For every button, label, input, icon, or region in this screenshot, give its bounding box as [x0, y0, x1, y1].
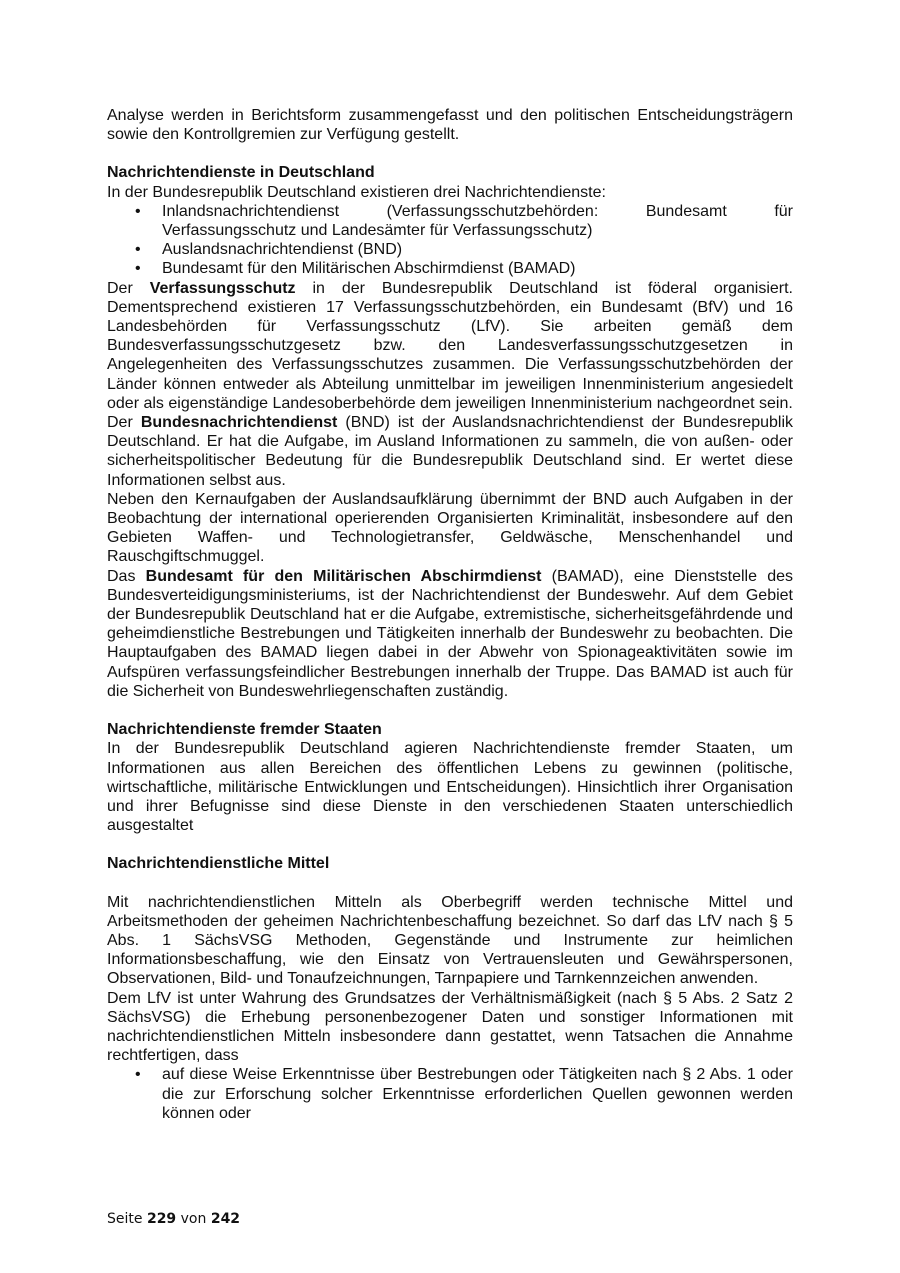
text-run: Das: [107, 567, 146, 585]
section-heading: Nachrichtendienste fremder Staaten: [107, 721, 382, 739]
paragraph-lfv: Dem LfV ist unter Wahrung des Grundsatzes der Verhältnismäßigkeit (nach § 5 Abs. 2 Satz 2 SächsVSG) die Erhebung personenbezogener Daten und sonstiger Informationen mit nachrichtendienstlichen Mitteln insbesondere dann gestattet, wenn Tatsachen die Annahme rechtfertigen, dass: [107, 989, 793, 1065]
paragraph-bnd-tasks: Neben den Kernaufgaben der Auslandsaufklärung übernimmt der BND auch Aufgaben in der Beobachtung der international operierenden Organisierten Kriminalität, insbesondere auf den Gebieten Waffen- und Technologietransfer, Geldwäsche, Menschenhandel und Rauschgiftschmuggel.: [107, 490, 793, 566]
paragraph-foreign-services: In der Bundesrepublik Deutschland agieren Nachrichtendienste fremder Staaten, um Informationen aus allen Bereichen des öffentlichen Lebens zu gewinnen (politische, wirtschaftliche, militärische Entwicklungen und Entscheidungen). Hinsichtlich ihrer Organisation und ihrer Befugnisse sind diese Dienste in den verschiedenen Staaten unterschiedlich ausgestaltet: [107, 740, 793, 835]
bold-term: Bundesnachrichtendienst: [140, 414, 338, 432]
list-item: • auf diese Weise Erkenntnisse über Bestrebungen oder Tätigkeiten nach § 2 Abs. 1 oder die zur Erforschung solcher Erkenntnisse erforderlichen Quellen gewonnen werden können oder: [107, 1065, 793, 1123]
bold-term: Bundesamt für den Militärischen Abschirmdienst: [145, 567, 542, 585]
paragraph-means: Mit nachrichtendienstlichen Mitteln als Oberbegriff werden technische Mittel und Arbeitsmethoden der geheimen Nachrichtenbeschaffung bezeichnet. So darf das LfV nach § 5 Abs. 1 SächsVSG Methoden, Gegenstände und Instrumente zur heimlichen Informationsbeschaffung, wie den Einsatz von Vertrauensleuten und Gewährspersonen, Observationen, Bild- und Tonaufzeichnungen, Tarnpapiere und Tarnkennzeichen anwenden.: [107, 893, 793, 988]
spacer: [107, 835, 793, 854]
list-item: • Inlandsnachrichtendienst (Verfassungsschutzbehörden: Bundesamt für Verfassungsschutz und Landesämter für Verfassungsschutz): [107, 202, 793, 240]
total-page-count: 242: [210, 1211, 241, 1227]
list-item: • Auslandsnachrichtendienst (BND): [107, 240, 793, 259]
paragraph-verfassungsschutz: [107, 279, 793, 413]
text-run: (BAMAD), eine Dienststelle des Bundesverteidigungsministeriums, ist der Nachrichtendienst der Bundeswehr. Auf dem Gebiet der Bundesrepublik Deutschland hat er die Aufgabe, extremistische, sicherheitsgefährdende und geheimdienstliche Bestrebungen und Tätigkeiten innerhalb der Bundeswehr zu beobachten. Die Hauptaufgaben des BAMAD liegen dabei in der Abwehr von Spionageaktivitäten sowie im Aufspüren verfassungsfeindlicher Bestrebungen innerhalb der Truppe. Das BAMAD ist auch für die Sicherheit von Bundeswehrliegenschaften zuständig.: [107, 567, 793, 700]
section-heading: Nachrichtendienstliche Mittel: [107, 855, 330, 873]
page-footer: [107, 1211, 240, 1227]
intro-paragraph: Analyse werden in Berichtsform zusammengefasst und den politischen Entscheidungsträgern sowie den Kontrollgremien zur Verfügung gestellt.: [107, 107, 793, 144]
text-run: Der: [107, 414, 141, 432]
page-content: [107, 106, 793, 1123]
footer-middle: von: [180, 1211, 207, 1227]
spacer: [107, 701, 793, 720]
footer-prefix: Seite: [107, 1211, 143, 1227]
bold-term: Verfassungsschutz: [149, 279, 296, 297]
services-list: [107, 202, 793, 279]
text-run: (BND) ist der Auslandsnachrichtendienst der Bundesrepublik Deutschland. Er hat die Aufgabe, im Ausland Informationen zu sammeln, die von außen- oder sicherheitspolitischer Bedeutung für die Bundesrepublik Deutschland sind. Er wertet diese Informationen selbst aus.: [107, 414, 793, 489]
section-lead: In der Bundesrepublik Deutschland existieren drei Nachrichtendienste:: [107, 183, 606, 201]
list-item: • Bundesamt für den Militärischen Abschirmdienst (BAMAD): [107, 259, 793, 278]
current-page-number: 229: [146, 1211, 177, 1227]
paragraph-bnd: [107, 413, 793, 490]
spacer: [107, 144, 793, 163]
conditions-list: [107, 1065, 793, 1123]
paragraph-bamad: [107, 567, 793, 701]
text-run: Der: [107, 279, 150, 297]
spacer: [107, 874, 793, 893]
section-heading: Nachrichtendienste in Deutschland: [107, 164, 375, 182]
text-run: in der Bundesrepublik Deutschland ist föderal organisiert. Dementsprechend existieren 17 Verfassungsschutzbehörden, ein Bundesamt (BfV) und 16 Landesbehörden für Verfassungsschutz (LfV). Sie arbeiten gemäß dem Bundesverfassungsschutzgesetz bzw. den Landesverfassungsschutzgesetzen in Angelegenheiten des Verfassungsschutzes zusammen. Die Verfassungsschutzbehörden der Länder können entweder als Abteilung unmittelbar im jeweiligen Innenministerium angesiedelt oder als eigenständige Landesoberbehörde dem jeweiligen Innenministerium nachgeordnet sein.: [107, 279, 793, 412]
